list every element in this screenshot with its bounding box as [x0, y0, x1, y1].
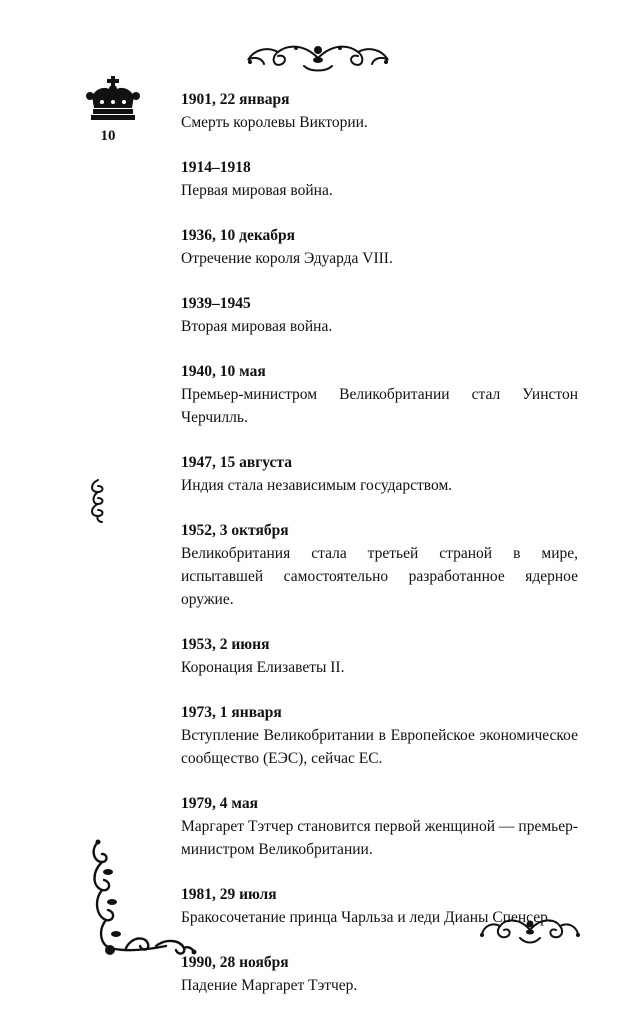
timeline-entry [181, 293, 578, 338]
scroll-ornament [88, 478, 108, 524]
entry-date: 1939–1945 [181, 295, 251, 312]
timeline-entry [181, 793, 578, 861]
timeline-entry [181, 634, 578, 679]
timeline [181, 89, 578, 1020]
entry-date: 1940, 10 мая [181, 363, 266, 380]
entry-date: 1990, 28 ноября [181, 954, 289, 971]
timeline-entry [181, 361, 578, 429]
entry-text: Премьер-министром Великобритании стал Уинстон Черчилль. [181, 386, 578, 426]
entry-text: Коронация Елизаветы II. [181, 659, 345, 676]
timeline-entry [181, 520, 578, 611]
timeline-entry [181, 702, 578, 770]
flourish-ornament-top [244, 36, 392, 76]
timeline-entry [181, 452, 578, 497]
entry-text: Великобритания стала третьей страной в мире, испытавшей самостоятельно разработанное ядерное оружие. [181, 545, 578, 608]
entry-date: 1936, 10 декабря [181, 227, 296, 244]
entry-text: Отречение короля Эдуарда VIII. [181, 250, 393, 267]
entry-date: 1981, 29 июля [181, 886, 277, 903]
entry-text: Индия стала независимым государством. [181, 477, 453, 494]
timeline-entry [181, 157, 578, 202]
timeline-entry [181, 225, 578, 270]
entry-date: 1947, 15 августа [181, 454, 292, 471]
entry-text: Вступление Великобритании в Европейское экономическое сообщество (ЕЭС), сейчас ЕС. [181, 727, 578, 767]
crown-icon [86, 76, 140, 122]
entry-date: 1979, 4 мая [181, 795, 258, 812]
timeline-entry [181, 89, 578, 134]
entry-date: 1953, 2 июня [181, 636, 270, 653]
entry-text: Падение Маргарет Тэтчер. [181, 977, 358, 994]
timeline-entry [181, 884, 578, 929]
entry-text: Вторая мировая война. [181, 318, 333, 335]
entry-text: Смерть королевы Виктории. [181, 114, 368, 131]
timeline-entry [181, 952, 578, 997]
entry-text: Бракосочетание принца Чарльза и леди Дианы Спенсер. [181, 909, 552, 926]
entry-text: Первая мировая война. [181, 182, 333, 199]
entry-date: 1901, 22 января [181, 91, 290, 108]
entry-text: Маргарет Тэтчер становится первой женщиной — премьер-министром Великобритании. [181, 818, 578, 858]
entry-date: 1952, 3 октября [181, 522, 289, 539]
entry-date: 1973, 1 января [181, 704, 282, 721]
page-number: 10 [100, 128, 116, 144]
entry-date: 1914–1918 [181, 159, 251, 176]
